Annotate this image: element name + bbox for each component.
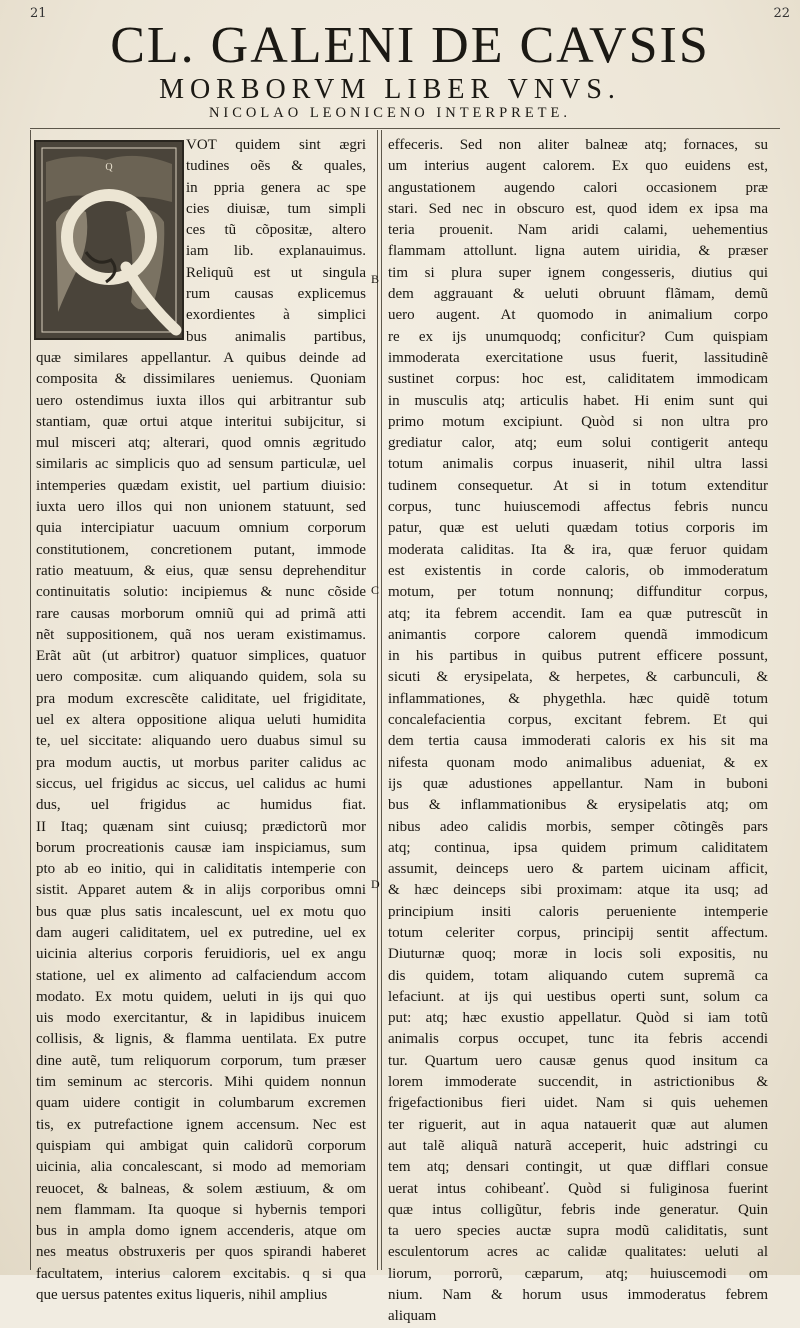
text-line: ta uero species auctæ supra modũ caliditatis, sunt [388,1223,768,1240]
text-line: uis modo exercitantur, & in lapidibus inuicem [36,1010,366,1027]
header-rule [30,128,780,129]
text-line: intemperies quædam existit, uel partium diuisio: [36,477,366,494]
text-line: in his partibus in quibus putrent efficere possunt, [388,648,768,665]
text-line: animalis corpus occupet, tunc ita febris accendi [388,1031,768,1048]
text-line: rare causas morborum omniũ qui ad primã atti [36,605,366,622]
text-line: immoderata exercitatione usus fuerit, lassitudinẽ [388,349,768,366]
text-line: facultatem, interius calorem excitabis. q si qua [36,1265,366,1282]
text-line: tur. Quartum uero causæ genus quod insitum ca [388,1052,768,1069]
text-line: teria prouenit. Nam aridi calami, uehementius [388,222,768,239]
text-line: um interius augent calorem. Ex quo euidens est, [388,158,768,175]
text-line: effeceris. Sed non aliter balneæ atq; fornaces, su [388,137,768,153]
text-line: ratio meatuum, & eius, quæ sensu deprehenditur [36,562,366,579]
text-line: Erãt aũt (ut arbitror) quatuor simplices, quatuor [36,648,366,665]
text-line: animantis corpore calorem quendã immodicum [388,626,768,643]
text-line: lorem immoderate succendit, in astrictionibus & [388,1074,768,1091]
text-line: quæ similares appellantur. A quibus deinde ad [36,349,366,366]
text-line: pto ab eo initio, qui in caliditatis intemperie con [36,861,366,878]
text-line: flammam attollunt. ligna autem uiridia, & præser [388,243,768,260]
text-line: tim si plura super ignem congesseris, diutius qui [388,264,768,281]
text-line: moderata caliditas. Ita & ira, quæ feruor quidam [388,541,768,558]
text-line: Diuturnæ quoq; moræ in locis soli expositis, nu [388,946,768,963]
text-line: stari. Sed nec in obscuro est, quod idem ex ipsa ma [388,200,768,217]
text-line: dine autẽ, tum reliquorum corporum, tum præser [36,1052,366,1069]
text-line: nibus adeo calidis morbis, semper cõtingẽs pars [388,818,768,835]
text-line: mul misceri atq; alterari, quod omnis ægritudo [36,435,366,452]
text-line: aut talẽ aliquã naturã acceperit, huic adstringi cu [388,1137,768,1154]
text-line: tudinem consequetur. At si in totum extenditur [388,477,768,494]
text-line: re ex ijs unumquodq; conficitur? Cum quispiam [388,328,768,345]
text-line: continuitatis solutio: incipiemus & nunc cõside [36,584,366,601]
margin-letter-c: C [371,583,380,597]
text-line: & hæc deinceps sibi proximam: atque ita usq; ad [388,882,768,899]
column-rule-center [377,130,378,1270]
text-line: aliquam [388,1308,437,1325]
text-line: exordientes à simplici [186,307,366,324]
text-line: corpus, tunc huiuscemodi affectus febris nuncu [388,499,768,516]
text-line: put: atq; hæc exustio appellatur. Quòd si iam totũ [388,1010,768,1027]
page-subtitle: MORBORVM LIBER VNVS. [159,74,621,105]
column-rule-left [30,130,31,1270]
translator-line: NICOLAO LEONICENO INTERPRETE. [208,105,572,121]
text-line: uero compositæ. cum aliquando quidem, sola su [36,669,366,686]
page-number-right: 22 [773,6,790,21]
text-line: cies diuisæ, tum simpli [186,200,366,217]
column-rule-center-2 [381,130,382,1270]
text-line: uicinia alterius corporis feruidioris, uel ex angu [36,946,366,963]
text-line: quia intercipiatur uacuum omnium corporum [36,520,366,537]
text-line: bus & inflammationibus & erysipelatis atq; om [388,797,768,814]
text-line: in musculis atq; articulis habet. Hi enim sunt qui [388,392,768,409]
text-line: uicinia, alia concalescant, si modo ad memoriam [36,1159,366,1176]
text-line: grediatur calor, atq; eum solui contigerit antequ [388,435,768,452]
text-line: sistit. Apparet autem & in alijs corporibus omni [36,882,366,899]
text-line: collisis, & lignis, & flamma uentilata. Ex putre [36,1031,366,1048]
text-line: ces tũ cõpositæ, altero [186,222,366,239]
text-line: quam uidere contigit in columbarum excremen [36,1095,366,1112]
text-line: nẽt suppositionem, quã nos ueram existimamus. [36,626,366,643]
text-line: bus quæ plus satis incalescunt, uel ex motu quo [36,903,366,920]
text-line: tem atq; densari contingit, ut quæ difflari consue [388,1159,768,1176]
text-line: composita & dissimilares ueniemus. Quoniam [36,371,366,388]
text-line: modato. Ex motu quidem, ueluti in ijs qui quo [36,988,366,1005]
text-line: motum, per totum nonnunq; diffunditur corpus, [388,584,768,601]
text-line: reuocet, & balneas, & solem æstiuum, & om [36,1180,366,1197]
text-line: VOT quidem sint ægri [186,137,366,153]
text-line: tudines oẽs & quales, [186,158,366,175]
text-line: atq; ita febrem accendit. Iam ea quæ putrescũt in [388,605,768,622]
text-line: assumit, deinceps uero & partem uicinam afficit, [388,861,768,878]
text-line: iuxta uero illos qui non unionem statuunt, sed [36,499,366,516]
text-line: sustinet corpus: hoc est, caliditatem immodicam [388,371,768,388]
text-line: statione, uel ex alimento ad calfaciendum accom [36,967,366,984]
text-line: dem tertia causa immoderati caloris ex his sit ma [388,733,768,750]
text-line: uerat intus cohibeanť. Quòd si fuliginosa fuerint [388,1180,768,1197]
text-line: tis, ex putrefactione ignem accensum. Nec est [36,1116,366,1133]
text-line: principium insiti caloris perueniente intemperie [388,903,768,920]
text-line: concalefacientia corpus, excitant febrem. Et qui [388,712,768,729]
text-line: patur, quæ est ueluti quædam totius corporis im [388,520,768,537]
text-line: siccus, uel frigidus ac siccus, uel calidus ac humi [36,775,366,792]
text-line: angustationem augendo calori occasionem præ [388,179,768,196]
text-line: primo motum excipiunt. Quòd si non ultra pro [388,413,768,430]
text-line: est existentis in corde caloris, ob immoderatum [388,562,768,579]
text-line: nium. Nam & horum usus immoderatus febrem [388,1287,768,1304]
text-line: liorum, porrorũ, cæparum, atq; huiuscemodi om [388,1265,768,1282]
margin-letter-b: B [371,272,380,286]
text-line: constitutionem, concretionem putant, immode [36,541,366,558]
text-line: uero ostendimus iuxta illos qui arbitrantur sub [36,392,366,409]
text-line: frigefactionibus fieri uidet. Nam si quis uehemen [388,1095,768,1112]
text-line: stantiam, quæ ortui atque interitui subijcitur, si [36,413,366,430]
text-line: bus animalis partibus, [186,328,366,345]
text-line: ter riguerit, aut in aqua natauerit quæ aut alumen [388,1116,768,1133]
text-line: dis quidem, totam aliquando cutem supremã ca [388,967,768,984]
text-line: dem aggrauant & ueluti obruunt flãmam, demũ [388,286,768,303]
text-line: totum animalis corpus inuaserit, nihil ultra lassi [388,456,768,473]
text-line: II Itaq; quænam sint cuiusq; prædictorũ mor [36,818,366,835]
text-line: que uersus patentes exitus liqueris, nihil amplius [36,1287,328,1304]
text-line: bus in ampla domo ignem accenderis, atque om [36,1223,366,1240]
text-line: in ppria genera ac spe [186,179,366,196]
margin-letter-d: D [371,877,380,891]
text-line: pra modum excrescẽte caliditate, uel frigiditate, [36,690,366,707]
text-line: totum celeriter corpus, principij sentit affectum. [388,924,768,941]
text-line: similaris ac simplicis quo ad sensum particulæ, uel [36,456,366,473]
text-line: ijs quæ adustiones appellantur. Nam in buboni [388,775,768,792]
text-line: quispiam qui ambigat quin calidorũ corporum [36,1137,366,1154]
text-line: sicuti & erysipelata, & herpetes, & carbunculi, & [388,669,768,686]
text-line: pra modum auctis, ut morbus pariter calidus ac [36,754,366,771]
text-line: iam lib. explanauimus. [186,243,366,260]
initial-letter-text: Q [105,162,113,173]
text-line: nifesta quonam modo animalibus adueniat, & ex [388,754,768,771]
text-line: tim seminum ac stercoris. Mihi quidem nonnun [36,1074,366,1091]
left-text-column [36,135,366,1306]
text-line: uel ex altera oppositione aliqua ueluti humidita [36,712,366,729]
text-line: esculentorum acres ac calidæ qualitates: ueluti al [388,1244,768,1261]
text-line: nem flammam. Ita quoque si hybernis tempori [36,1201,366,1218]
text-line: rum causas explicemus [186,286,366,303]
text-line: lefaciunt. at ijs qui uestibus operti sunt, solum ca [388,988,768,1005]
text-line: te, uel siccitate: aliquando uero duabus simul su [36,733,366,750]
text-line: inflammationes, & phygethla. hæc quidẽ totum [388,690,768,707]
text-line: quæ intus colligũtur, febris inde generatur. Quin [388,1201,768,1218]
text-line: dam augeri caliditatem, uel ex putredine, uel ex [36,924,366,941]
text-line: uero augent. At quomodo in animalium corpo [388,307,768,324]
text-line: nes meatus obstruxeris per quos spirandi haberet [36,1244,366,1261]
text-line: borum procreationis causæ iam inspiciamus, sum [36,839,366,856]
page-number-left: 21 [30,6,47,21]
right-text-column [388,135,768,1328]
page-title: CL. GALENI DE CAVSIS [110,17,710,74]
text-line: Reliquũ est ut singula [186,264,366,281]
text-line: atq; continua, ipsa quidem primum caliditatem [388,839,768,856]
text-line: dus, uel frigidus ac humidus fiat. [36,797,366,814]
